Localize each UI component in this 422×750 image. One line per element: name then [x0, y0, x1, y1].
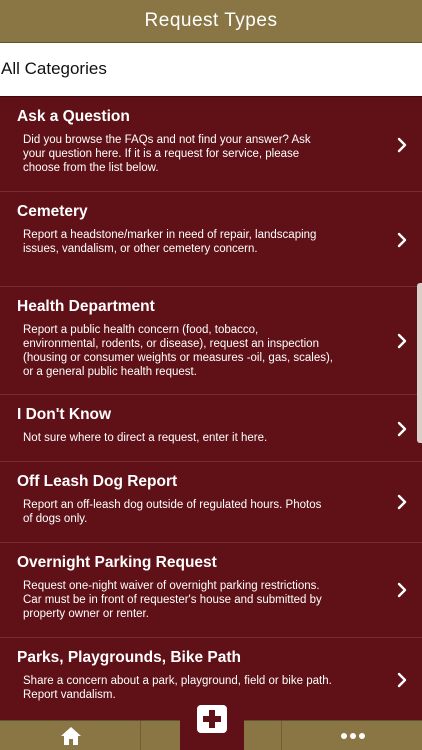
- plus-icon: [196, 704, 228, 734]
- list-item-off-leash-dog-report[interactable]: [0, 462, 422, 543]
- chevron-right-icon: [394, 232, 410, 248]
- list-item-title: Ask a Question: [17, 108, 130, 125]
- list-item-description: Request one-night waiver of overnight parking restrictions. Car must be in front of requester's house and submitted by property owner or renter.: [23, 580, 322, 620]
- list-item-description: Report an off-leash dog outside of regulated hours. Photos of dogs only.: [23, 499, 322, 525]
- home-icon[interactable]: [60, 726, 82, 746]
- chevron-right-icon: [394, 582, 410, 598]
- chevron-right-icon: [394, 421, 410, 437]
- tab-divider: [140, 721, 141, 750]
- list-item-title: Off Leash Dog Report: [17, 473, 178, 490]
- list-item-description: Share a concern about a park, playground, field or bike path. Report vandalism.: [23, 675, 332, 701]
- list-item-description: Report a public health concern (food, tobacco, environmental, rodents, or disease), request an inspection (housing or consumer weights or measures -oil, gas, scales), or a general public health request.: [23, 324, 333, 378]
- list-item-ask-a-question[interactable]: [0, 97, 422, 192]
- chevron-right-icon: [394, 333, 410, 349]
- chevron-right-icon: [394, 137, 410, 153]
- list-item-title: I Don't Know: [17, 406, 112, 423]
- app-header: [0, 0, 422, 43]
- list-item-description: Not sure where to direct a request, enter it here.: [23, 432, 268, 444]
- scrollbar[interactable]: [417, 283, 422, 443]
- list-item-cemetery[interactable]: [0, 192, 422, 287]
- add-request-button[interactable]: [180, 688, 244, 750]
- list-item-health-department[interactable]: [0, 287, 422, 395]
- list-item-i-dont-know[interactable]: [0, 395, 422, 462]
- section-title: All Categories: [1, 59, 107, 78]
- list-item-description: Report a headstone/marker in need of repair, landscaping issues, vandalism, or other cemetery concern.: [23, 229, 317, 255]
- chevron-right-icon: [394, 672, 410, 688]
- page-title: Request Types: [144, 10, 278, 31]
- list-item-title: Health Department: [17, 298, 155, 315]
- list-item-title: Overnight Parking Request: [17, 554, 217, 571]
- list-item-title: Parks, Playgrounds, Bike Path: [17, 649, 241, 666]
- chevron-right-icon: [394, 494, 410, 510]
- list-item-overnight-parking-request[interactable]: [0, 543, 422, 638]
- list-item-title: Cemetery: [17, 203, 88, 220]
- list-item-description: Did you browse the FAQs and not find your answer? Ask your question here. If it is a request for service, please choose from the list below.: [23, 134, 311, 174]
- request-types-list[interactable]: [0, 96, 422, 720]
- tab-divider: [281, 721, 282, 750]
- more-dots-icon[interactable]: [338, 728, 368, 744]
